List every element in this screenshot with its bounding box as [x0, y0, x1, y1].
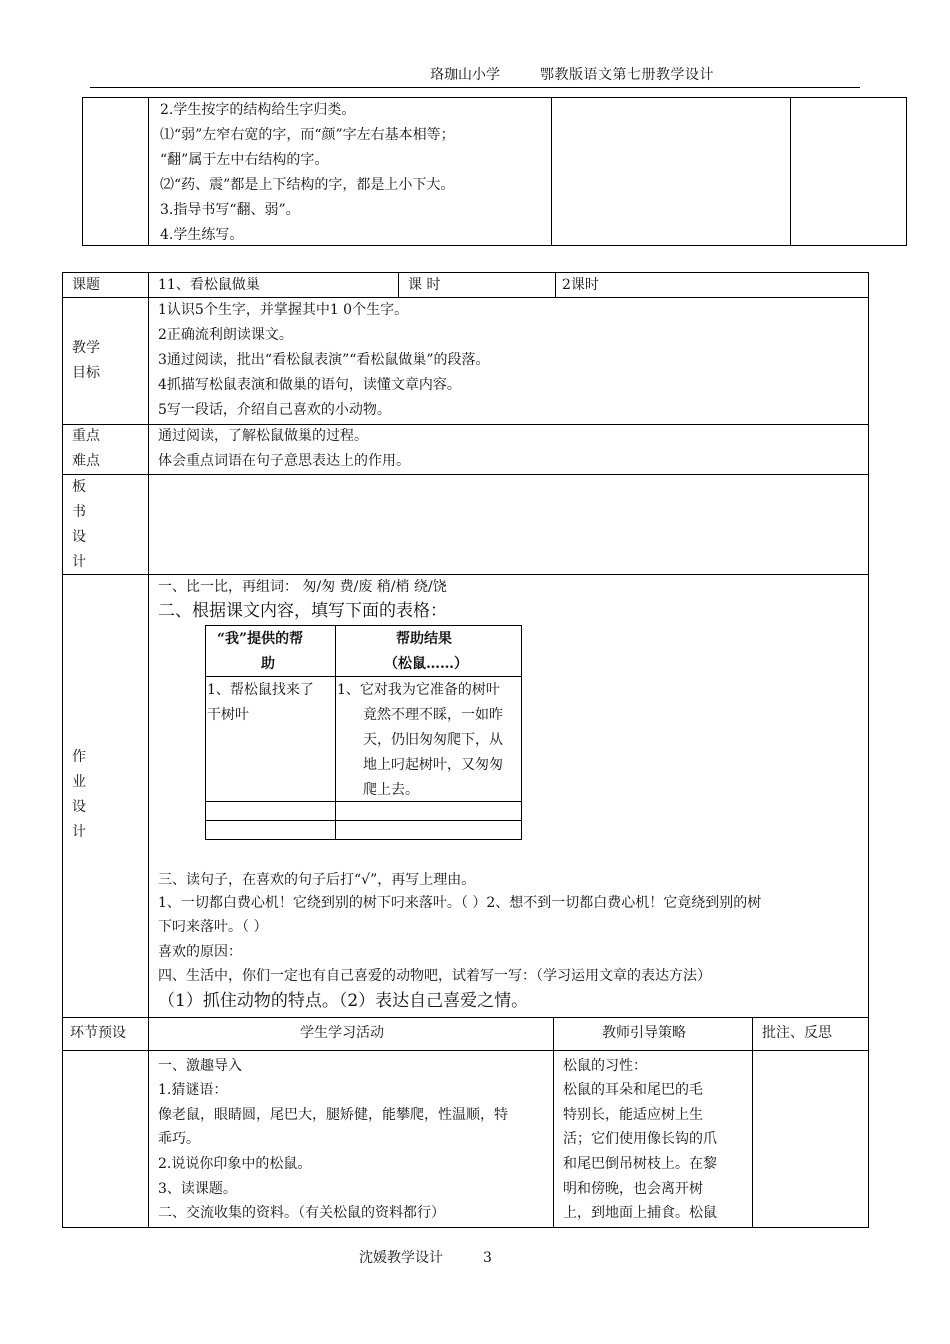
key-label: 重点	[72, 428, 100, 444]
fill-cell-result: 天，仍旧匆匆爬下，从	[363, 732, 503, 748]
key-item: 通过阅读，了解松鼠做巢的过程。	[158, 428, 368, 444]
teacher-strategy: 明和傍晚，也会离开树	[563, 1181, 703, 1197]
fill-cell-result: 竟然不理不睬，一如昨	[363, 707, 503, 723]
process-header-student: 学生学习活动	[300, 1025, 384, 1041]
student-activity: 3、读课题。	[158, 1181, 237, 1197]
hw-q3: 三、读句子，在喜欢的句子后打“√”，再写上理由。	[158, 872, 476, 888]
top-line: 2.学生按字的结构给生字归类。	[160, 102, 356, 118]
fill-head-2: 帮助结果	[396, 631, 452, 647]
board-label: 计	[72, 554, 86, 570]
teacher-strategy: 特别长，能适应树上生	[563, 1107, 703, 1123]
teacher-strategy: 松鼠的耳朵和尾巴的毛	[563, 1082, 703, 1098]
period-label: 课 时	[408, 277, 441, 293]
top-line: “翻”属于左中右结构的字。	[160, 152, 329, 168]
lesson-title: 11、看松鼠做巢	[158, 277, 260, 293]
header-rule	[90, 87, 860, 88]
top-line: 3.指导书写“翻、弱”。	[160, 202, 300, 218]
footer-author: 沈媛教学设计	[359, 1250, 443, 1266]
footer-page-number: 3	[483, 1250, 492, 1266]
process-header-teacher: 教师引导策略	[602, 1025, 686, 1041]
hw-label: 业	[72, 774, 86, 790]
board-label: 书	[72, 504, 86, 520]
hw-q2: 二、根据课文内容，填写下面的表格：	[158, 601, 447, 621]
top-line: 4.学生练写。	[160, 227, 244, 243]
teacher-strategy: 活；它们使用像长钩的爪	[563, 1131, 717, 1147]
fill-head-1: 助	[261, 656, 275, 672]
goal-item: 4抓描写松鼠表演和做巢的语句，读懂文章内容。	[158, 377, 461, 393]
top-line: ⑴“弱”左窄右宽的字，而“颜”字左右基本相等；	[160, 127, 455, 143]
hw-q4: 四、生活中，你们一定也有自己喜爱的动物吧，试着写一写：（学习运用文章的表达方法）	[158, 968, 711, 984]
goals-label: 教学	[72, 340, 100, 356]
fill-cell-help: 1、帮松鼠找来了	[207, 682, 314, 698]
goal-item: 2正确流利朗读课文。	[158, 327, 293, 343]
fill-cell-result: 地上叼起树叶，又匆匆	[363, 757, 503, 773]
process-header-stage: 环节预设	[70, 1025, 126, 1041]
fill-cell-result: 爬上去。	[363, 782, 419, 798]
hw-q3-sentences: 1、一切都白费心机！它绕到别的树下叼来落叶。（ ）2、想不到一切都白费心机！它竟绕到别的树	[158, 895, 762, 911]
goal-item: 5写一段话，介绍自己喜欢的小动物。	[158, 402, 391, 418]
student-activity: 1.猜谜语：	[158, 1082, 228, 1098]
student-activity: 像老鼠，眼睛圆，尾巴大，腿矫健，能攀爬，性温顺，特	[158, 1107, 508, 1123]
goals-label: 目标	[72, 365, 100, 381]
goal-item: 1认识5个生字，并掌握其中1 0个生字。	[158, 302, 409, 318]
period-value: 2课时	[562, 277, 599, 293]
student-activity: 一、激趣导入	[158, 1058, 242, 1074]
hw-label: 作	[72, 749, 86, 765]
student-activity: 2.说说你印象中的松鼠。	[158, 1156, 312, 1172]
hw-label: 设	[72, 799, 86, 815]
process-header-notes: 批注、反思	[762, 1025, 832, 1041]
goal-item: 3通过阅读，批出“看松鼠表演”“看松鼠做巢”的段落。	[158, 352, 490, 368]
hw-q4-points: （1）抓住动物的特点。（2）表达自己喜爱之情。	[158, 991, 529, 1011]
top-table	[82, 97, 907, 246]
fill-head-2: （松鼠……）	[384, 656, 468, 672]
header-book: 鄂教版语文第七册教学设计	[540, 67, 714, 83]
header-school: 珞珈山小学	[430, 67, 500, 83]
teacher-strategy: 松鼠的习性：	[563, 1058, 647, 1074]
top-line: ⑵“药、震”都是上下结构的字，都是上小下大。	[160, 177, 455, 193]
board-label: 设	[72, 529, 86, 545]
hw-q3-sentences: 下叼来落叶。（ ）	[158, 919, 268, 935]
student-activity: 乖巧。	[158, 1131, 200, 1147]
fill-cell-help: 干树叶	[207, 707, 249, 723]
key-label: 难点	[72, 453, 100, 469]
hw-q1: 一、比一比，再组词： 匆/匆 费/废 稍/梢 绕/饶	[158, 579, 447, 595]
key-item: 体会重点词语在句子意思表达上的作用。	[158, 453, 410, 469]
fill-head-1: “我”提供的帮	[217, 631, 304, 647]
hw-q3-reason: 喜欢的原因：	[158, 944, 242, 960]
teacher-strategy: 上，到地面上捕食。松鼠	[563, 1205, 717, 1221]
title-label: 课题	[72, 277, 100, 293]
board-label: 板	[72, 479, 86, 495]
fill-cell-result: 1、它对我为它准备的树叶	[337, 682, 500, 698]
student-activity: 二、交流收集的资料。（有关松鼠的资料都行）	[158, 1205, 445, 1221]
hw-label: 计	[72, 824, 86, 840]
teacher-strategy: 和尾巴倒吊树枝上。在黎	[563, 1156, 717, 1172]
